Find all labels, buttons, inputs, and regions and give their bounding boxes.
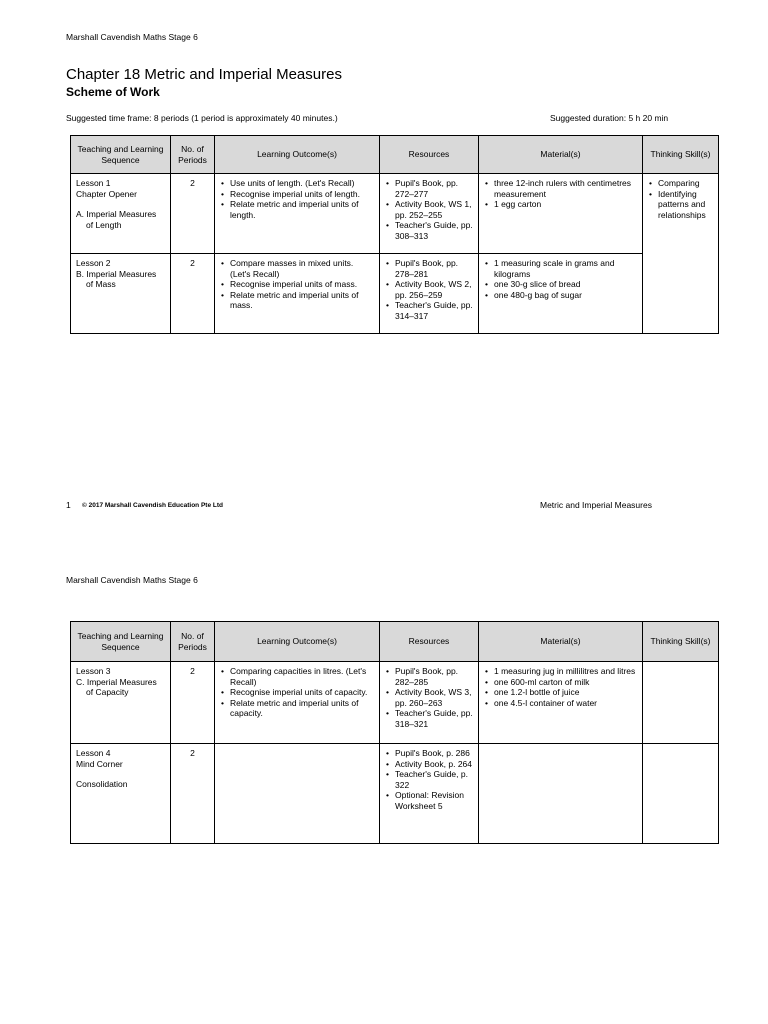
periods-cell: 2 (171, 174, 215, 254)
series-header: Marshall Cavendish Maths Stage 6 (66, 575, 198, 585)
teaching-cell (71, 662, 171, 744)
list-item: • Activity Book, WS 3, pp. 260–263 (385, 687, 473, 708)
lesson-sub: Chapter Opener (76, 188, 137, 199)
footer-copyright: © 2017 Marshall Cavendish Education Pte Ltd (82, 502, 223, 509)
outcomes-cell (215, 174, 380, 254)
list-item: • Relate metric and imperial units of length. (220, 199, 374, 220)
outcomes-cell (215, 662, 380, 744)
header-periods: No. of Periods (171, 136, 215, 174)
list-item: • three 12-inch rulers with centimetres measurement (484, 178, 637, 199)
list-item: • one 4.5-l container of water (484, 698, 637, 709)
table-header-row (71, 136, 719, 174)
list-item: • Recognise imperial units of mass. (220, 279, 374, 290)
duration: Suggested duration: 5 h 20 min (550, 113, 669, 123)
lesson-topic: C. Imperial Measures (76, 676, 157, 687)
resources-cell (380, 744, 479, 844)
scheme-table-2 (70, 621, 719, 844)
footer-page-number: 1 (66, 500, 71, 510)
header-teaching: Teaching and Learning Sequence (71, 622, 171, 662)
list-item: • Relate metric and imperial units of mass. (220, 290, 374, 311)
header-thinking: Thinking Skill(s) (643, 136, 719, 174)
list-item: • Pupil's Book, pp. 272–277 (385, 178, 473, 199)
list-item: • Teacher's Guide, pp. 314–317 (385, 300, 473, 321)
teaching-cell (71, 744, 171, 844)
outcomes-cell (215, 744, 380, 844)
outcomes-cell (215, 254, 380, 334)
chapter-title: Chapter 18 Metric and Imperial Measures (66, 66, 342, 83)
teaching-cell (71, 174, 171, 254)
lesson-label: Lesson 1 (76, 178, 111, 188)
teaching-cell (71, 254, 171, 334)
list-item: • Pupil's Book, p. 286 (385, 748, 473, 759)
periods-cell: 2 (171, 254, 215, 334)
scheme-table-1 (70, 135, 719, 334)
list-item: • Recognise imperial units of capacity. (220, 687, 374, 698)
list-item: • Comparing capacities in litres. (Let's Recall) (220, 666, 374, 687)
materials-cell (479, 662, 643, 744)
list-item: • 1 measuring jug in millilitres and litres (484, 666, 637, 677)
resources-cell (380, 174, 479, 254)
materials-cell (479, 174, 643, 254)
lesson-label: Lesson 3 (76, 666, 111, 676)
header-materials: Material(s) (479, 622, 643, 662)
list-item: • 1 egg carton (484, 199, 637, 210)
list-item: • Comparing (648, 178, 713, 189)
header-periods: No. of Periods (171, 622, 215, 662)
materials-cell (479, 254, 643, 334)
lesson-topic-cont: of Mass (86, 279, 116, 289)
lesson-topic: A. Imperial Measures (76, 209, 157, 219)
table-row (71, 254, 719, 334)
resources-cell (380, 254, 479, 334)
list-item: • Activity Book, p. 264 (385, 759, 473, 770)
thinking-cell (643, 662, 719, 744)
list-item: • Recognise imperial units of length. (220, 189, 374, 200)
list-item: • Relate metric and imperial units of capacity. (220, 698, 374, 719)
header-outcomes: Learning Outcome(s) (215, 622, 380, 662)
header-teaching: Teaching and Learning Sequence (71, 136, 171, 174)
header-resources: Resources (380, 622, 479, 662)
list-item: • Teacher's Guide, p. 322 (385, 769, 473, 790)
header-materials: Material(s) (479, 136, 643, 174)
list-item: • Pupil's Book, pp. 282–285 (385, 666, 473, 687)
list-item: • Use units of length. (Let's Recall) (220, 178, 374, 189)
periods-cell: 2 (171, 662, 215, 744)
list-item: • Activity Book, WS 1, pp. 252–255 (385, 199, 473, 220)
thinking-cell (643, 174, 719, 334)
table-row (71, 174, 719, 254)
periods-cell: 2 (171, 744, 215, 844)
footer-title: Metric and Imperial Measures (540, 500, 652, 510)
list-item: • Optional: Revision Worksheet 5 (385, 790, 473, 811)
list-item: • one 30-g slice of bread (484, 279, 637, 290)
time-frame: Suggested time frame: 8 periods (1 period is approximately 40 minutes.) (66, 113, 338, 123)
list-item: • one 600-ml carton of milk (484, 677, 637, 688)
lesson-label: Lesson 2 (76, 258, 111, 268)
lesson-topic-cont: of Length (86, 219, 122, 230)
scheme-title: Scheme of Work (66, 85, 160, 99)
lesson-sub: Mind Corner (76, 758, 123, 769)
header-thinking: Thinking Skill(s) (643, 622, 719, 662)
list-item: • one 1.2-l bottle of juice (484, 687, 637, 698)
series-header: Marshall Cavendish Maths Stage 6 (66, 32, 198, 42)
list-item: • Teacher's Guide, pp. 308–313 (385, 220, 473, 241)
list-item: • 1 measuring scale in grams and kilograms (484, 258, 637, 279)
lesson-topic-cont: of Capacity (86, 687, 129, 697)
lesson-topic: B. Imperial Measures (76, 268, 157, 279)
table-row (71, 662, 719, 744)
list-item: • one 480-g bag of sugar (484, 290, 637, 301)
list-item: • Teacher's Guide, pp. 318–321 (385, 708, 473, 729)
table-header-row (71, 622, 719, 662)
list-item: • Activity Book, WS 2, pp. 256–259 (385, 279, 473, 300)
list-item: • Pupil's Book, pp. 278–281 (385, 258, 473, 279)
resources-cell (380, 662, 479, 744)
lesson-topic: Consolidation (76, 779, 128, 789)
header-outcomes: Learning Outcome(s) (215, 136, 380, 174)
list-item: • Identifying patterns and relationships (648, 189, 713, 221)
header-resources: Resources (380, 136, 479, 174)
thinking-cell (643, 744, 719, 844)
lesson-label: Lesson 4 (76, 748, 111, 758)
materials-cell (479, 744, 643, 844)
table-row (71, 744, 719, 844)
list-item: • Compare masses in mixed units. (Let's Recall) (220, 258, 374, 279)
